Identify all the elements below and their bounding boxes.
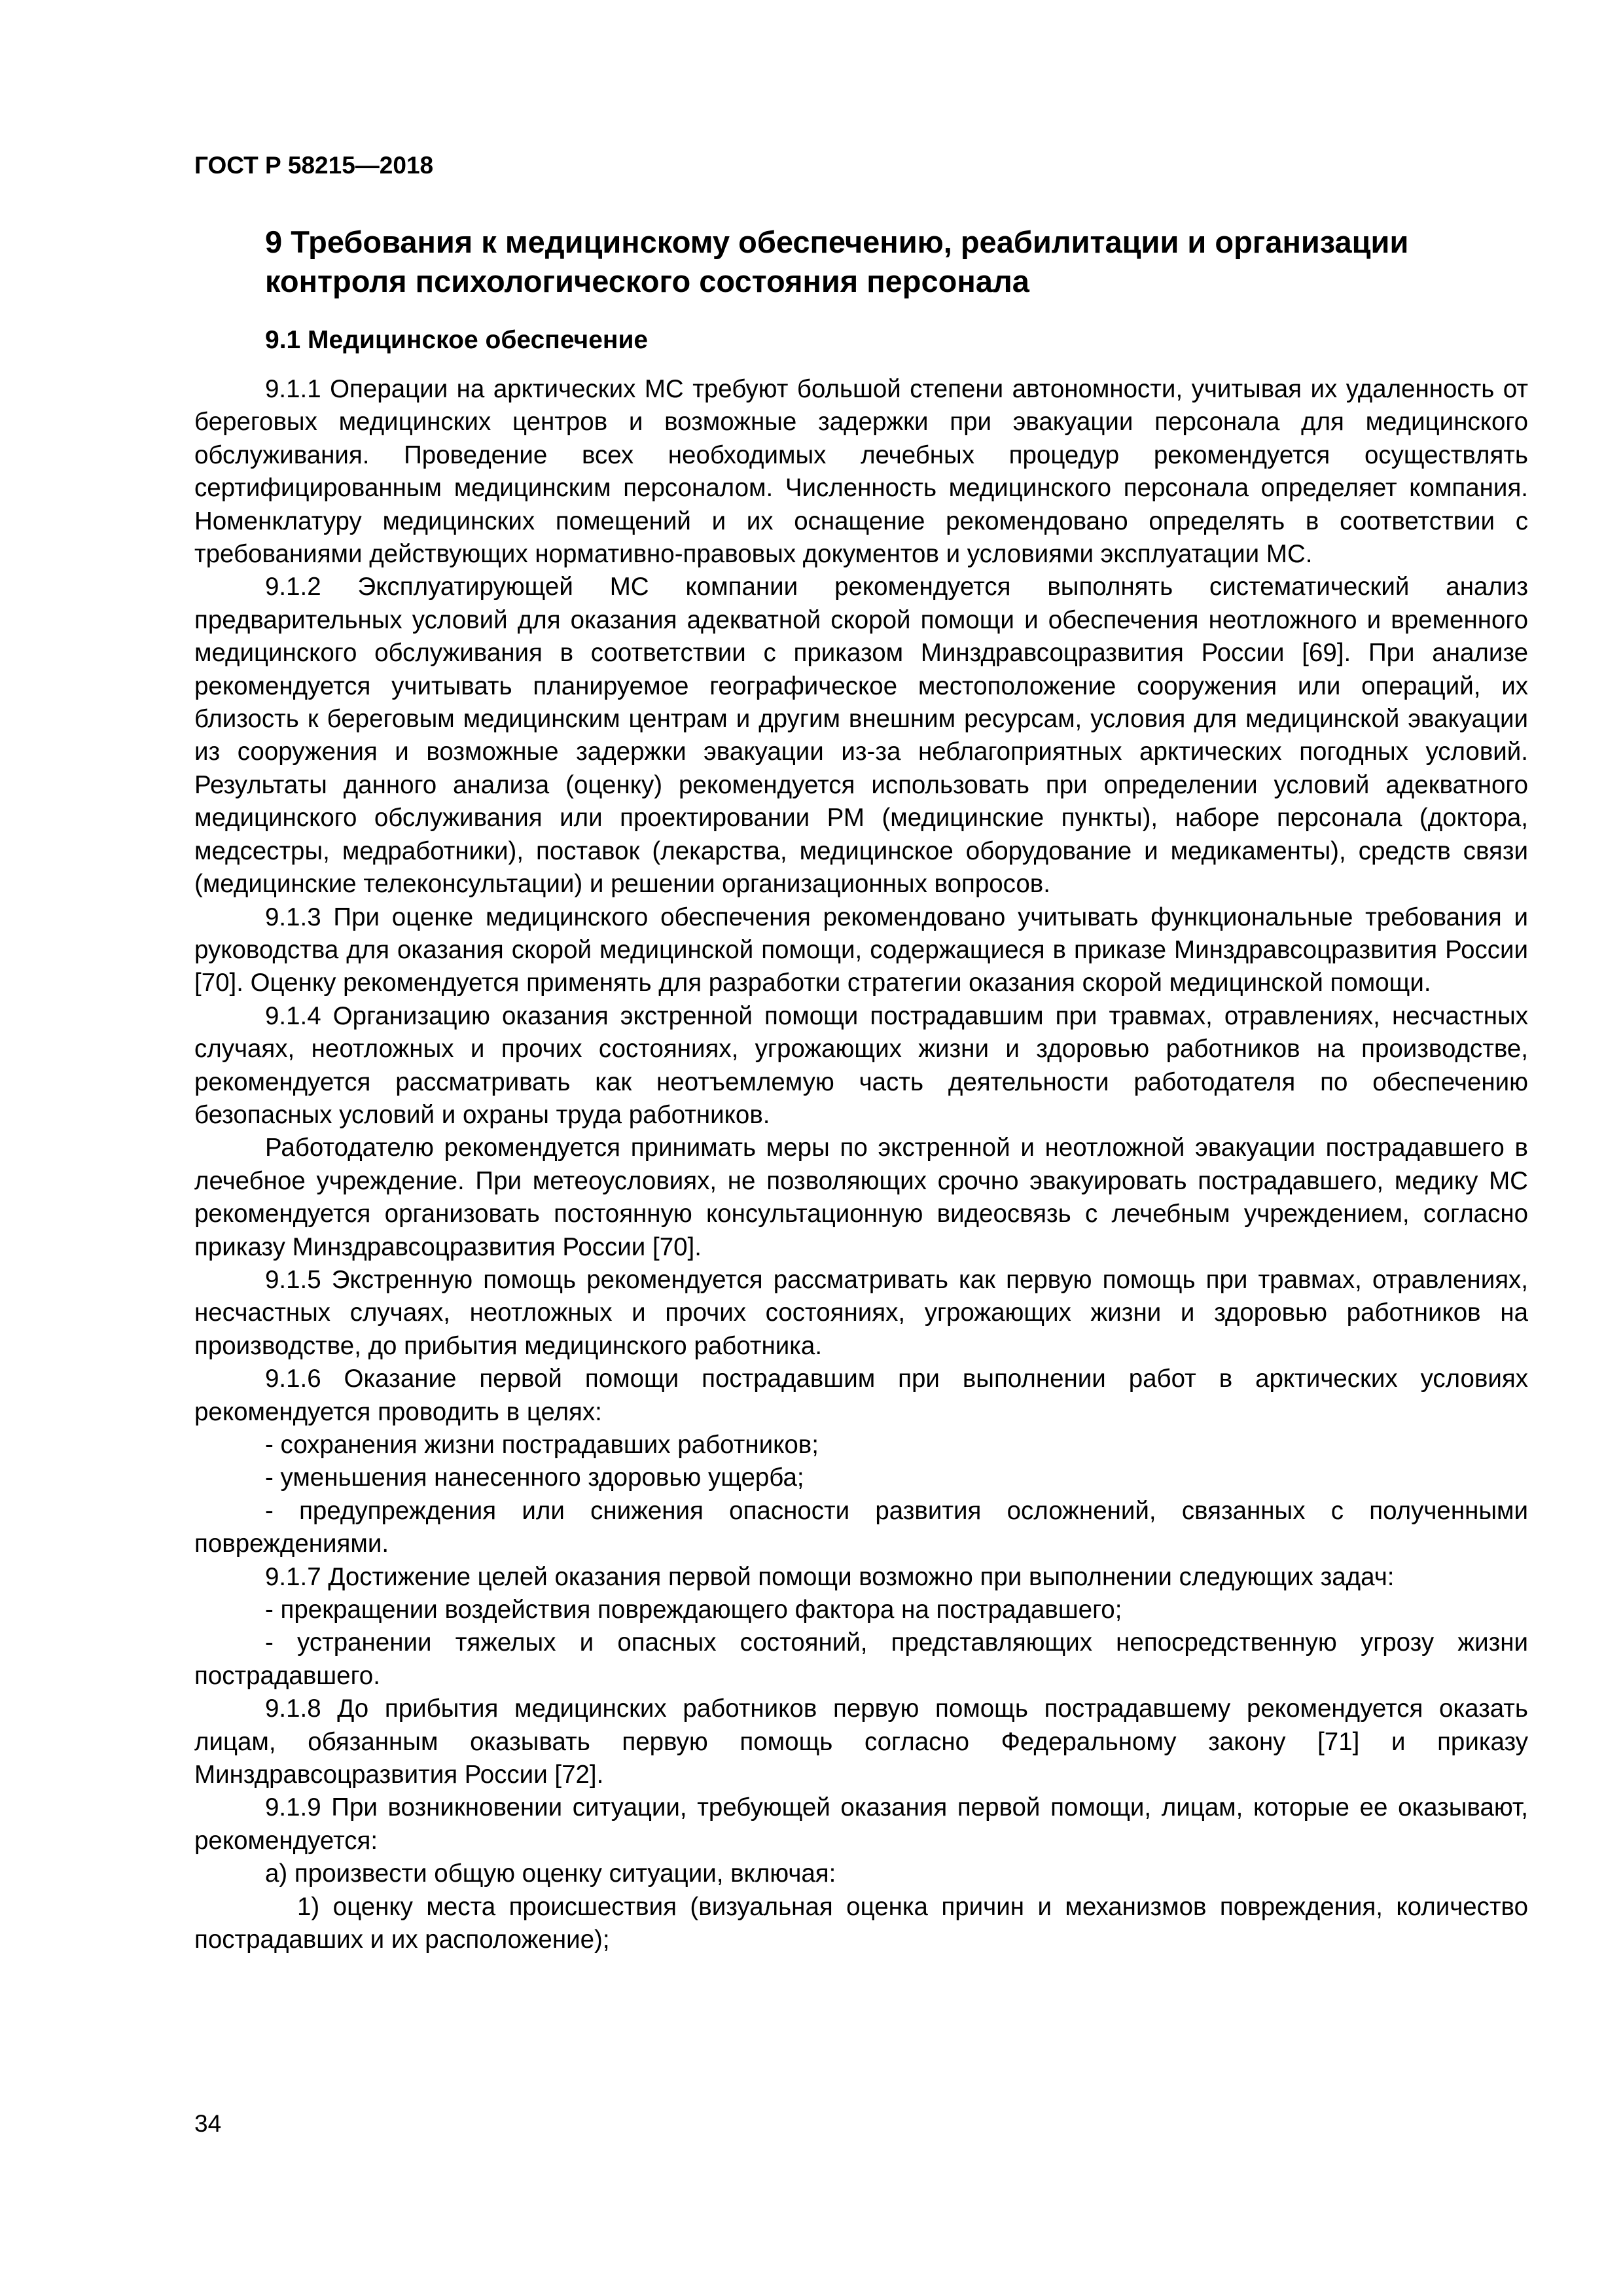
list-item: - предупреждения или снижения опасности развития осложнений, связанных с полученными повреждениями. xyxy=(194,1496,1528,1558)
paragraph-9-1-6: 9.1.6 Оказание первой помощи пострадавшим при выполнении работ в арктических условиях рекомендуется проводить в целях: xyxy=(194,1365,1528,1426)
subsection-title: 9.1 Медицинское обеспечение xyxy=(265,326,649,354)
paragraph-9-1-9: 9.1.9 При возникновении ситуации, требующей оказания первой помощи, лицам, которые ее оказывают, рекомендуется: xyxy=(194,1793,1528,1855)
list-item-a: а) произвести общую оценку ситуации, включая: xyxy=(265,1859,836,1888)
paragraph-9-1-2: 9.1.2 Эксплуатирующей МС компании рекомендуется выполнять систематический анализ предварительных условий для оказания адекватной скорой помощи и обеспечения неотложного и временного медицинского обслуживания в соответствии с приказом Минздравсоцразвития России [69]. При анализе рекомендуется учитывать планируемое географическое местоположение сооружения или операций, их близость к береговым медицинским центрам и другим внешним ресурсам, условия для медицинской эвакуации из сооружения и возможные задержки эвакуации из-за неблагоприятных арктических погодных условий. Результаты данного анализа (оценку) рекомендуется использовать при определении условий адекватного медицинского обслуживания или проектировании РМ (медицинские пункты), наборе персонала (доктора, медсестры, медработники), поставок (лекарства, медицинское оборудование и медикаменты), средств связи (медицинские телеконсультации) и решении организационных вопросов. xyxy=(194,573,1528,899)
paragraph-9-1-3: 9.1.3 При оценке медицинского обеспечения рекомендовано учитывать функциональные требования и руководства для оказания скорой медицинской помощи, содержащиеся в приказе Минздравсоцразвития России [70]. Оценку рекомендуется применять для разработки стратегии оказания скорой медицинской помощи. xyxy=(194,903,1528,997)
paragraph-9-1-8: 9.1.8 До прибытия медицинских работников первую помощь пострадавшему рекомендуется оказать лицам, обязанным оказывать первую помощь согласно Федеральному закону [71] и приказу Минздравсоцразвития России [72]. xyxy=(194,1695,1528,1789)
list-item: - прекращении воздействия повреждающего фактора на пострадавшего; xyxy=(265,1596,1122,1624)
paragraph-9-1-1: 9.1.1 Операции на арктических МС требуют большой степени автономности, учитывая их удаленность от береговых медицинских центров и возможные задержки при эвакуации персонала для медицинского обслуживания. Проведение всех необходимых лечебных процедур рекомендуется осуществлять сертифицированным медицинским персоналом. Численность медицинского персонала определяет компания. Номенклатуру медицинских помещений и их оснащение рекомендовано определять в соответствии с требованиями действующих нормативно-правовых документов и условиями эксплуатации МС. xyxy=(194,375,1528,569)
list-item-a-1: 1) оценку места происшествия (визуальная оценка причин и механизмов повреждения, количество пострадавших и их расположение); xyxy=(194,1892,1528,1954)
paragraph-9-1-5: 9.1.5 Экстренную помощь рекомендуется рассматривать как первую помощь при травмах, отравлениях, несчастных случаях, неотложных и прочих состояниях, угрожающих жизни и здоровью работников на производстве, до прибытия медицинского работника. xyxy=(194,1265,1528,1360)
list-item: - сохранения жизни пострадавших работников; xyxy=(265,1431,819,1459)
document-code-header: ГОСТ Р 58215—2018 xyxy=(194,152,434,179)
page-number: 34 xyxy=(194,2110,222,2137)
section-title: 9 Требования к медицинскому обеспечению, реабилитации и организации контроля психологического состояния персонала xyxy=(265,224,1409,298)
paragraph-9-1-7: 9.1.7 Достижение целей оказания первой помощи возможно при выполнении следующих задач: xyxy=(265,1562,1395,1591)
paragraph-9-1-4: 9.1.4 Организацию оказания экстренной помощи пострадавшим при травмах, отравлениях, несчастных случаях, неотложных и прочих состояниях, угрожающих жизни и здоровью работников на производстве, рекомендуется рассматривать как неотъемлемую часть деятельности работодателя по обеспечению безопасных условий и охраны труда работников. xyxy=(194,1001,1528,1129)
body-text xyxy=(194,373,1528,1957)
list-item: - уменьшения нанесенного здоровью ущерба; xyxy=(265,1463,804,1492)
paragraph-employer: Работодателю рекомендуется принимать меры по экстренной и неотложной эвакуации пострадавшего в лечебное учреждение. При метеоусловиях, не позволяющих срочно эвакуировать пострадавшего, медику МС рекомендуется организовать постоянную консультационную видеосвязь с лечебным учреждением, согласно приказу Минздравсоцразвития России [70]. xyxy=(194,1134,1528,1261)
list-item: - устранении тяжелых и опасных состояний, представляющих непосредственную угрозу жизни пострадавшего. xyxy=(194,1628,1528,1690)
